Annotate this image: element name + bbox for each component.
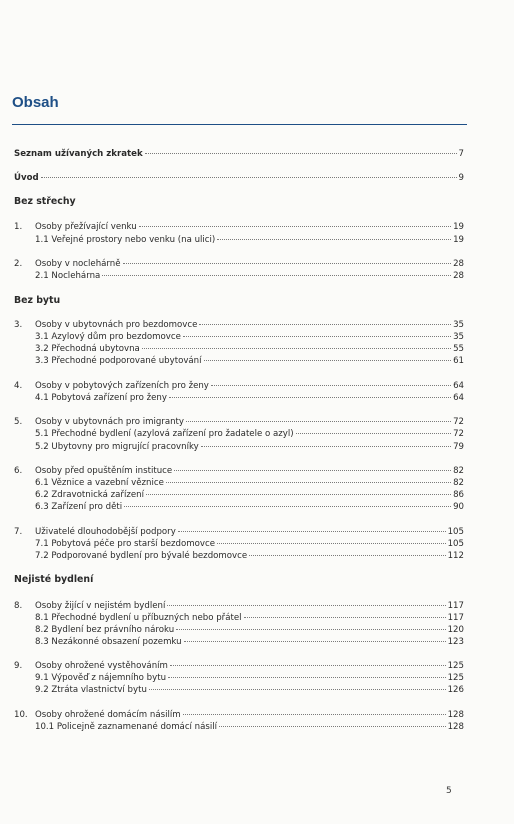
toc-chapter-entry (14, 526, 464, 538)
entry-page: 72 (453, 429, 464, 439)
entry-title: Osoby v pobytových zařízeních pro ženy (35, 381, 209, 391)
dot-leader (217, 239, 451, 240)
entry-title: 8.1 Přechodné bydlení u příbuzných nebo přátel (35, 613, 242, 623)
toc-subentry (35, 234, 464, 246)
toc-subentry (35, 441, 464, 453)
entry-page: 105 (447, 527, 464, 537)
entry-title: 5.1 Přechodné bydlení (azylová zařízení pro žadatele o azyl) (35, 429, 294, 439)
entry-page: 125 (447, 661, 464, 671)
entry-title: 9.2 Ztráta vlastnictví bytu (35, 685, 147, 695)
toc-chapter-entry (14, 416, 464, 428)
entry-title: 6.3 Zařízení pro děti (35, 502, 123, 512)
dot-leader (41, 177, 457, 178)
toc-subentry (35, 624, 464, 636)
entry-title: 3.2 Přechodná ubytovna (35, 344, 140, 354)
chapter-number: 10. (14, 710, 28, 720)
entry-page: 19 (453, 222, 464, 232)
dot-leader (184, 641, 446, 642)
toc-subentry (35, 672, 464, 684)
toc-subentry (35, 550, 464, 562)
entry-page: 90 (453, 502, 464, 512)
dot-leader (139, 226, 451, 227)
section-heading: Bez bytu (14, 295, 61, 306)
dot-leader (211, 385, 451, 386)
entry-page: 19 (453, 235, 464, 245)
toc-subentry (35, 392, 464, 404)
dot-leader (167, 605, 445, 606)
chapter-number: 8. (14, 601, 23, 611)
toc-subentry (35, 501, 464, 513)
entry-page: 117 (447, 613, 464, 623)
entry-page: 112 (447, 551, 464, 561)
entry-page: 86 (453, 490, 464, 500)
toc-subentry (35, 489, 464, 501)
entry-title: 8.3 Nezákonné obsazení pozemku (35, 637, 182, 647)
toc-subentry (35, 636, 464, 648)
entry-title: Osoby ohrožené domácím násilím (35, 710, 181, 720)
entry-title: 6.2 Zdravotnická zařízení (35, 490, 144, 500)
toc-subentry (35, 538, 464, 550)
toc-subentry (35, 270, 464, 282)
dot-leader (183, 714, 446, 715)
entry-page: 82 (453, 466, 464, 476)
entry-title: Seznam užívaných zkratek (14, 149, 143, 159)
entry-title: 3.3 Přechodné podporované ubytování (35, 356, 202, 366)
entry-title: 6.1 Věznice a vazební věznice (35, 478, 164, 488)
toc-chapter-entry (14, 258, 464, 270)
entry-page: 35 (453, 320, 464, 330)
toc-subentry (35, 612, 464, 624)
entry-page: 120 (447, 625, 464, 635)
entry-page: 72 (453, 417, 464, 427)
dot-leader (102, 275, 451, 276)
dot-leader (142, 348, 451, 349)
page-title: Obsah (12, 94, 59, 111)
chapter-number: 7. (14, 527, 23, 537)
entry-page: 126 (447, 685, 464, 695)
toc-subentry (35, 721, 464, 733)
entry-title: 7.2 Podporované bydlení pro bývalé bezdomovce (35, 551, 248, 561)
entry-page: 117 (447, 601, 464, 611)
entry-title: Uživatelé dlouhodobější podpory (35, 527, 176, 537)
dot-leader (124, 506, 451, 507)
toc-front-entry (14, 148, 464, 160)
dot-leader (166, 482, 451, 483)
dot-leader (176, 629, 445, 630)
entry-title: 1.1 Veřejné prostory nebo venku (na ulici) (35, 235, 216, 245)
entry-page: 28 (453, 271, 464, 281)
entry-title: Osoby přežívající venku (35, 222, 137, 232)
dot-leader (145, 153, 457, 154)
entry-page: 125 (447, 673, 464, 683)
toc-front-entry (14, 172, 464, 184)
entry-page: 28 (453, 259, 464, 269)
entry-title: Osoby v ubytovnách pro bezdomovce (35, 320, 198, 330)
dot-leader (186, 421, 451, 422)
entry-title: 10.1 Policejně zaznamenané domácí násilí (35, 722, 218, 732)
dot-leader (178, 531, 446, 532)
chapter-number: 4. (14, 381, 23, 391)
entry-page: 7 (458, 149, 464, 159)
dot-leader (219, 726, 446, 727)
toc-subentry (35, 355, 464, 367)
entry-title: Osoby žijící v nejistém bydlení (35, 601, 166, 611)
entry-title: 4.1 Pobytová zařízení pro ženy (35, 393, 167, 403)
entry-page: 128 (447, 710, 464, 720)
entry-page: 82 (453, 478, 464, 488)
entry-title: 7.1 Pobytová péče pro starší bezdomovce (35, 539, 215, 549)
dot-leader (146, 494, 451, 495)
toc-chapter-entry (14, 319, 464, 331)
entry-page: 128 (447, 722, 464, 732)
entry-title: 3.1 Azylový dům pro bezdomovce (35, 332, 181, 342)
section-heading: Bez střechy (14, 196, 76, 207)
dot-leader (199, 324, 451, 325)
entry-page: 64 (453, 393, 464, 403)
dot-leader (244, 617, 446, 618)
section-heading: Nejisté bydlení (14, 574, 94, 585)
chapter-number: 9. (14, 661, 23, 671)
entry-title: Úvod (14, 173, 39, 183)
dot-leader (149, 689, 446, 690)
dot-leader (123, 263, 452, 264)
entry-page: 61 (453, 356, 464, 366)
toc-chapter-entry (14, 660, 464, 672)
dot-leader (174, 470, 451, 471)
entry-page: 105 (447, 539, 464, 549)
toc-subentry (35, 428, 464, 440)
toc-chapter-entry (14, 600, 464, 612)
chapter-number: 2. (14, 259, 23, 269)
entry-title: Osoby před opuštěním instituce (35, 466, 173, 476)
dot-leader (204, 360, 452, 361)
entry-title: 2.1 Noclehárna (35, 271, 101, 281)
chapter-number: 5. (14, 417, 23, 427)
entry-title: 8.2 Bydlení bez právního nároku (35, 625, 175, 635)
entry-page: 123 (447, 637, 464, 647)
entry-title: 5.2 Ubytovny pro migrující pracovníky (35, 442, 199, 452)
toc-chapter-entry (14, 709, 464, 721)
chapter-number: 1. (14, 222, 23, 232)
toc-chapter-entry (14, 380, 464, 392)
dot-leader (168, 677, 446, 678)
entry-title: Osoby v noclehárně (35, 259, 121, 269)
toc-chapter-entry (14, 221, 464, 233)
toc-subentry (35, 343, 464, 355)
entry-page: 35 (453, 332, 464, 342)
chapter-number: 3. (14, 320, 23, 330)
page-number: 5 (446, 786, 452, 796)
toc-chapter-entry (14, 465, 464, 477)
dot-leader (217, 543, 446, 544)
entry-page: 79 (453, 442, 464, 452)
entry-page: 9 (458, 173, 464, 183)
dot-leader (249, 555, 445, 556)
dot-leader (183, 336, 451, 337)
dot-leader (296, 433, 451, 434)
chapter-number: 6. (14, 466, 23, 476)
entry-page: 64 (453, 381, 464, 391)
entry-page: 55 (453, 344, 464, 354)
toc-subentry (35, 331, 464, 343)
entry-title: Osoby v ubytovnách pro imigranty (35, 417, 184, 427)
entry-title: Osoby ohrožené vystěhováním (35, 661, 168, 671)
dot-leader (170, 665, 446, 666)
dot-leader (169, 397, 451, 398)
dot-leader (201, 446, 451, 447)
toc-subentry (35, 684, 464, 696)
entry-title: 9.1 Výpověď z nájemního bytu (35, 673, 167, 683)
toc-subentry (35, 477, 464, 489)
